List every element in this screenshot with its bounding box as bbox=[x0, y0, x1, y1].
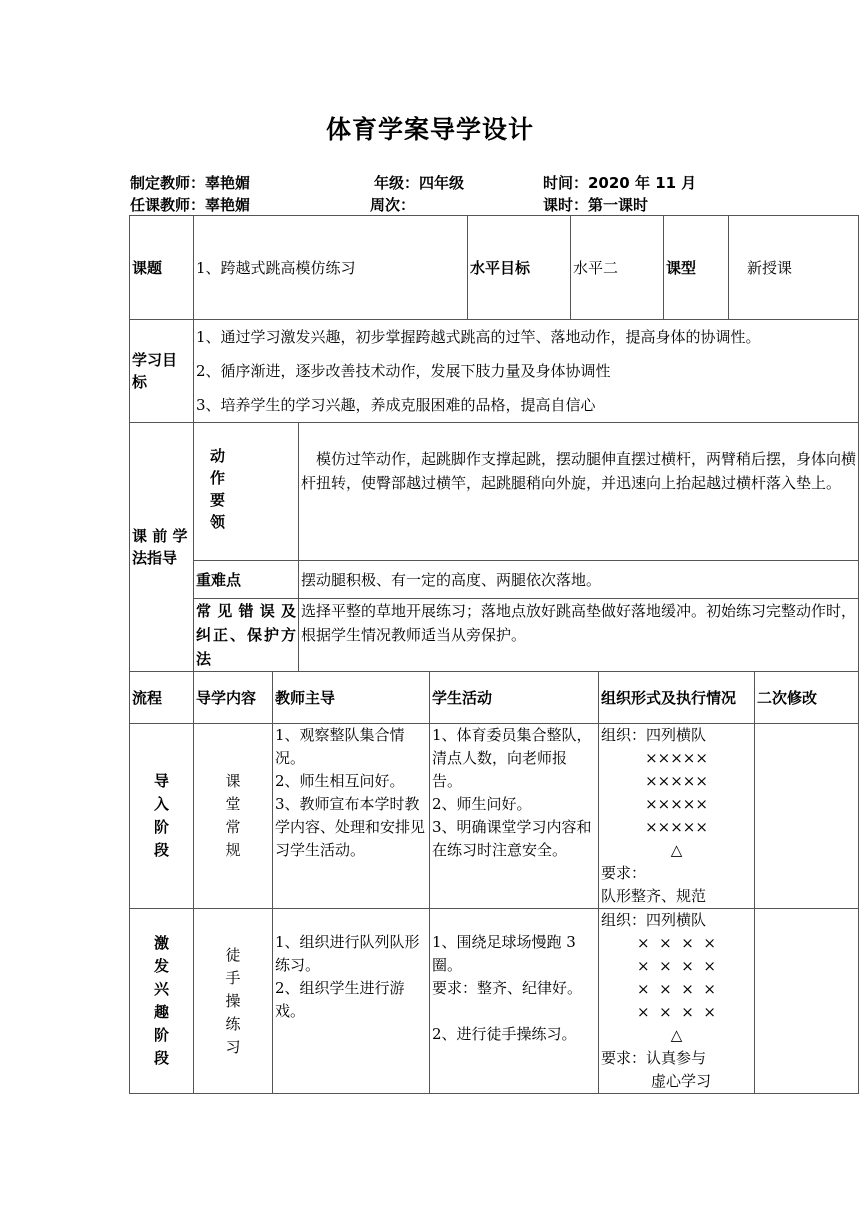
student-item bbox=[432, 1000, 596, 1023]
formation-row: × × × × bbox=[637, 1003, 716, 1021]
stage-char: 发 bbox=[153, 957, 169, 975]
student-item: 2、进行徒手操练习。 bbox=[432, 1025, 577, 1043]
stage-char: 阶 bbox=[153, 818, 169, 836]
action-text: 模仿过竿动作，起跳脚作支撑起跳，摆动腿伸直摆过横杆，两臂稍后摆，身体向横杆扭转，使臀部越过横竿，起跳腿稍向外旋，并迅速向上抬起越过横杆落入垫上。 bbox=[299, 423, 859, 561]
action-label bbox=[194, 423, 299, 561]
meta-period: 课时：第一课时 bbox=[543, 196, 649, 214]
stage-char: 段 bbox=[153, 1049, 169, 1067]
student-item: 3、明确课堂学习内容和在练习时注意安全。 bbox=[432, 818, 592, 859]
goal-item: 1、通过学习激发兴趣，初步掌握跨越式跳高的过竿、落地动作，提高身体的协调性。 bbox=[196, 328, 761, 346]
header-teacher: 教师主导 bbox=[273, 672, 430, 724]
formation-row: ××××× bbox=[645, 818, 708, 836]
header-student: 学生活动 bbox=[430, 672, 599, 724]
error-text: 选择平整的草地开展练习；落地点放好跳高垫做好落地缓冲。初始练习完整动作时，根据学生情况教师适当从旁保护。 bbox=[299, 599, 859, 672]
level-label: 水平目标 bbox=[468, 216, 571, 320]
stage-org bbox=[599, 909, 755, 1094]
content-char: 习 bbox=[225, 1037, 241, 1056]
content-char: 徒 bbox=[225, 945, 241, 964]
formation-row: × × × × bbox=[637, 934, 716, 952]
topic-value: 1、跨越式跳高模仿练习 bbox=[194, 216, 468, 320]
goals-label: 学习目标 bbox=[130, 320, 194, 423]
meta-teacher-class: 任课教师：辜艳媚 bbox=[130, 196, 251, 214]
teacher-item: 2、组织学生进行游戏。 bbox=[275, 979, 405, 1020]
meta-week: 周次： bbox=[370, 196, 416, 214]
org-title: 组织：四列横队 bbox=[601, 911, 707, 929]
header-flow: 流程 bbox=[130, 672, 194, 724]
stage-row bbox=[130, 909, 859, 1094]
goal-item: 3、培养学生的学习兴趣，养成克服困难的品格，提高自信心 bbox=[196, 396, 596, 414]
key-text: 摆动腿积极、有一定的高度、两腿依次落地。 bbox=[299, 561, 859, 599]
formation-row: ××××× bbox=[645, 749, 708, 767]
level-value: 水平二 bbox=[571, 216, 664, 320]
topic-label: 课题 bbox=[130, 216, 194, 320]
stage-char: 导 bbox=[153, 772, 169, 790]
stage-name bbox=[130, 724, 194, 909]
lesson-info-table bbox=[129, 215, 859, 672]
goal-item: 2、循序渐进，逐步改善技术动作，发展下肢力量及身体协调性 bbox=[196, 362, 611, 380]
student-item: 2、师生问好。 bbox=[432, 795, 532, 813]
page-title: 体育学案导学设计 bbox=[325, 115, 534, 144]
teacher-item: 2、师生相互问好。 bbox=[275, 772, 405, 790]
guide-label: 课 前 学法指导 bbox=[130, 423, 194, 672]
stage-teacher bbox=[273, 909, 430, 1094]
meta-time: 时间：2020 年 11 月 bbox=[543, 174, 697, 192]
action-label-char: 作 bbox=[210, 469, 226, 487]
req-label: 要求： bbox=[601, 864, 647, 882]
stage-char: 阶 bbox=[153, 1026, 169, 1044]
goals-list bbox=[194, 320, 859, 423]
formation-row: × × × × bbox=[637, 957, 716, 975]
action-label-char: 要 bbox=[210, 491, 226, 509]
content-char: 操 bbox=[225, 991, 241, 1010]
error-label: 常 见 错 误 及纠正、保护方法 bbox=[194, 599, 299, 672]
req-label: 要求：认真参与 bbox=[601, 1049, 707, 1067]
req-text: 虚心学习 bbox=[651, 1072, 712, 1090]
lesson-flow-table bbox=[129, 671, 859, 1094]
teacher-item: 1、观察整队集合情况。 bbox=[275, 726, 405, 767]
stage-row bbox=[130, 724, 859, 909]
teacher-position-mark: △ bbox=[670, 1026, 683, 1044]
stage-student bbox=[430, 909, 599, 1094]
formation-row: ××××× bbox=[645, 772, 708, 790]
stage-char: 段 bbox=[153, 841, 169, 859]
stage-revise bbox=[755, 909, 859, 1094]
stage-student bbox=[430, 724, 599, 909]
action-label-char: 领 bbox=[210, 513, 226, 531]
header-org: 组织形式及执行情况 bbox=[599, 672, 755, 724]
content-char: 规 bbox=[225, 841, 241, 859]
stage-name bbox=[130, 909, 194, 1094]
formation-row: × × × × bbox=[637, 980, 716, 998]
content-char: 堂 bbox=[225, 795, 241, 813]
org-title: 组织：四列横队 bbox=[601, 726, 707, 744]
stage-char: 入 bbox=[153, 795, 169, 813]
action-label-char: 动 bbox=[210, 447, 226, 465]
stage-org bbox=[599, 724, 755, 909]
teacher-item: 1、组织进行队列队形练习。 bbox=[275, 933, 420, 974]
stage-char: 激 bbox=[153, 934, 169, 952]
meta-grade: 年级：四年级 bbox=[374, 174, 465, 192]
req-text: 队形整齐、规范 bbox=[601, 887, 707, 905]
content-char: 练 bbox=[225, 1014, 241, 1033]
content-char: 手 bbox=[225, 968, 241, 987]
stage-content bbox=[194, 909, 273, 1094]
stage-content bbox=[194, 724, 273, 909]
type-label: 课型 bbox=[664, 216, 729, 320]
content-char: 常 bbox=[225, 818, 241, 836]
header-revise: 二次修改 bbox=[755, 672, 859, 724]
teacher-item: 3、教师宣布本学时教学内容、处理和安排见习学生活动。 bbox=[275, 795, 426, 859]
stage-char: 趣 bbox=[153, 1003, 169, 1021]
formation-row: ××××× bbox=[645, 795, 708, 813]
content-char: 课 bbox=[225, 772, 241, 790]
meta-teacher-maker: 制定教师：辜艳媚 bbox=[130, 174, 251, 192]
stage-teacher bbox=[273, 724, 430, 909]
student-item: 要求：整齐、纪律好。 bbox=[432, 979, 583, 997]
student-item: 1、围绕足球场慢跑 3 圈。 bbox=[432, 933, 576, 974]
stage-revise bbox=[755, 724, 859, 909]
teacher-position-mark: △ bbox=[670, 841, 683, 859]
header-content: 导学内容 bbox=[194, 672, 273, 724]
stage-char: 兴 bbox=[153, 980, 169, 998]
key-label: 重难点 bbox=[194, 561, 299, 599]
student-item: 1、体育委员集合整队，清点人数，向老师报告。 bbox=[432, 726, 592, 790]
type-value: 新授课 bbox=[729, 216, 859, 320]
